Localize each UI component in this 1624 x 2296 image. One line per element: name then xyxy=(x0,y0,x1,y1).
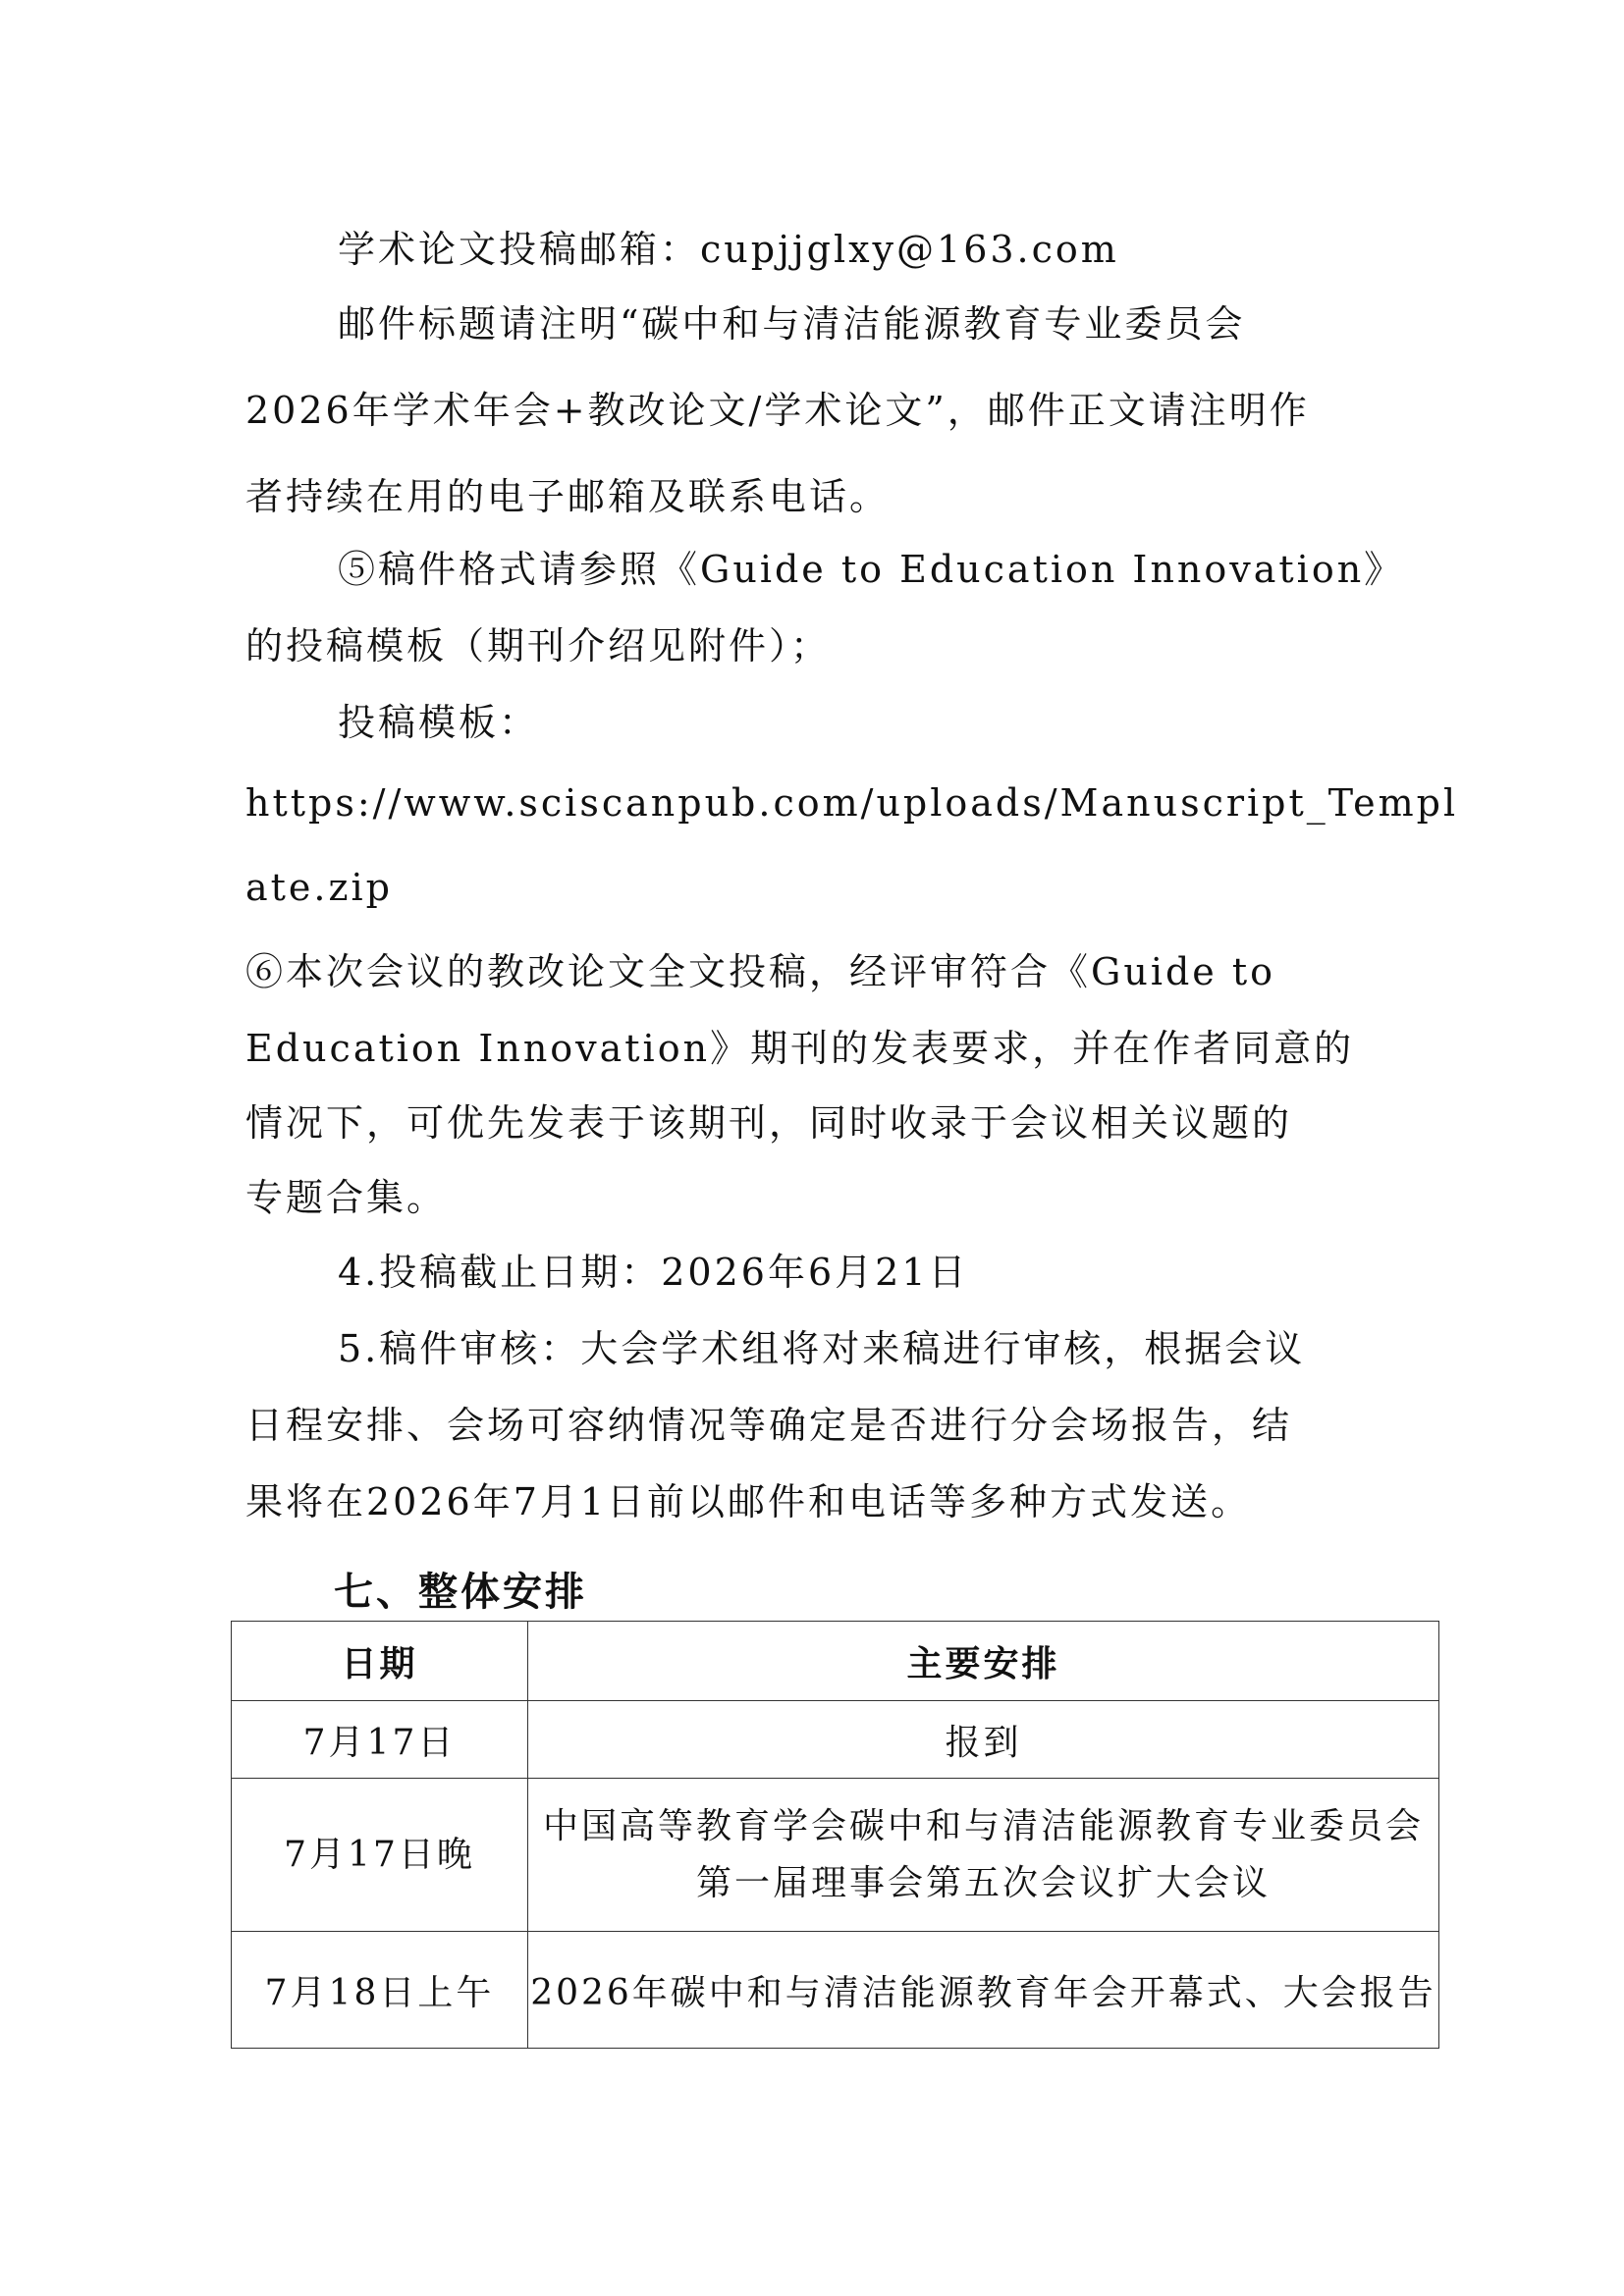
table-row xyxy=(232,1701,1439,1779)
table-header-row xyxy=(232,1622,1439,1701)
date-cell: 7月17日 xyxy=(232,1701,528,1779)
table-row xyxy=(232,1779,1439,1932)
arrangement-cell: 中国高等教育学会碳中和与清洁能源教育专业委员会 第一届理事会第五次会议扩大会议 xyxy=(528,1779,1439,1932)
date-cell: 7月18日上午 xyxy=(232,1932,528,2049)
schedule-table xyxy=(231,1621,1439,2049)
column-header-date: 日期 xyxy=(232,1622,528,1701)
arrangement-cell: 2026年碳中和与清洁能源教育年会开幕式、大会报告 xyxy=(528,1932,1439,2049)
document-page: 学术论文投稿邮箱：cupjjglxy@163.com 邮件标题请注明“碳中和与清洁能源教育专业委员会 2026年学术年会+教改论文/学术论文”，邮件正文请注明作 者持续在用的电子邮箱及联系电话。 ⑤稿件格式请参照《Guide to Education Innovation》 的投稿模板（期刊介绍见附件）； 投稿模板： https://www.sciscanpub.com/uploads/Manuscript_Templ ate.zip ⑥本次会议的教改论文全文投稿，经评审符合《Guide to Education Innovation》期刊的发表要求，并在作者同意的 情况下，可优先发表于该期刊，同时收录于会议相关议题的 专题合集。 4.投稿截止日期：2026年6月21日 5.稿件审核：大会学术组将对来稿进行审核，根据会议 日程安排、会场可容纳情况等确定是否进行分会场报告，结 果将在2026年7月1日前以邮件和电话等多种方式发送。 七、整体安排 日期 主要安排 7月17日 报到 7月17日晚 中国高等教育学会碳中和与清洁能源教育专业委员会 第一届理事会第五次会议扩大会议 7月18日上午 2026年碳中和与清洁能源教育年会开幕式、大会报告 xyxy=(0,0,1624,2296)
date-cell: 7月17日晚 xyxy=(232,1779,528,1932)
column-header-arrangement: 主要安排 xyxy=(528,1622,1439,1701)
arrangement-cell: 报到 xyxy=(528,1701,1439,1779)
table-row xyxy=(232,1932,1439,2049)
section-heading: 七、整体安排 xyxy=(334,1570,587,1615)
submission-email-text: 学术论文投稿邮箱：cupjjglxy@163.com xyxy=(338,228,1119,271)
